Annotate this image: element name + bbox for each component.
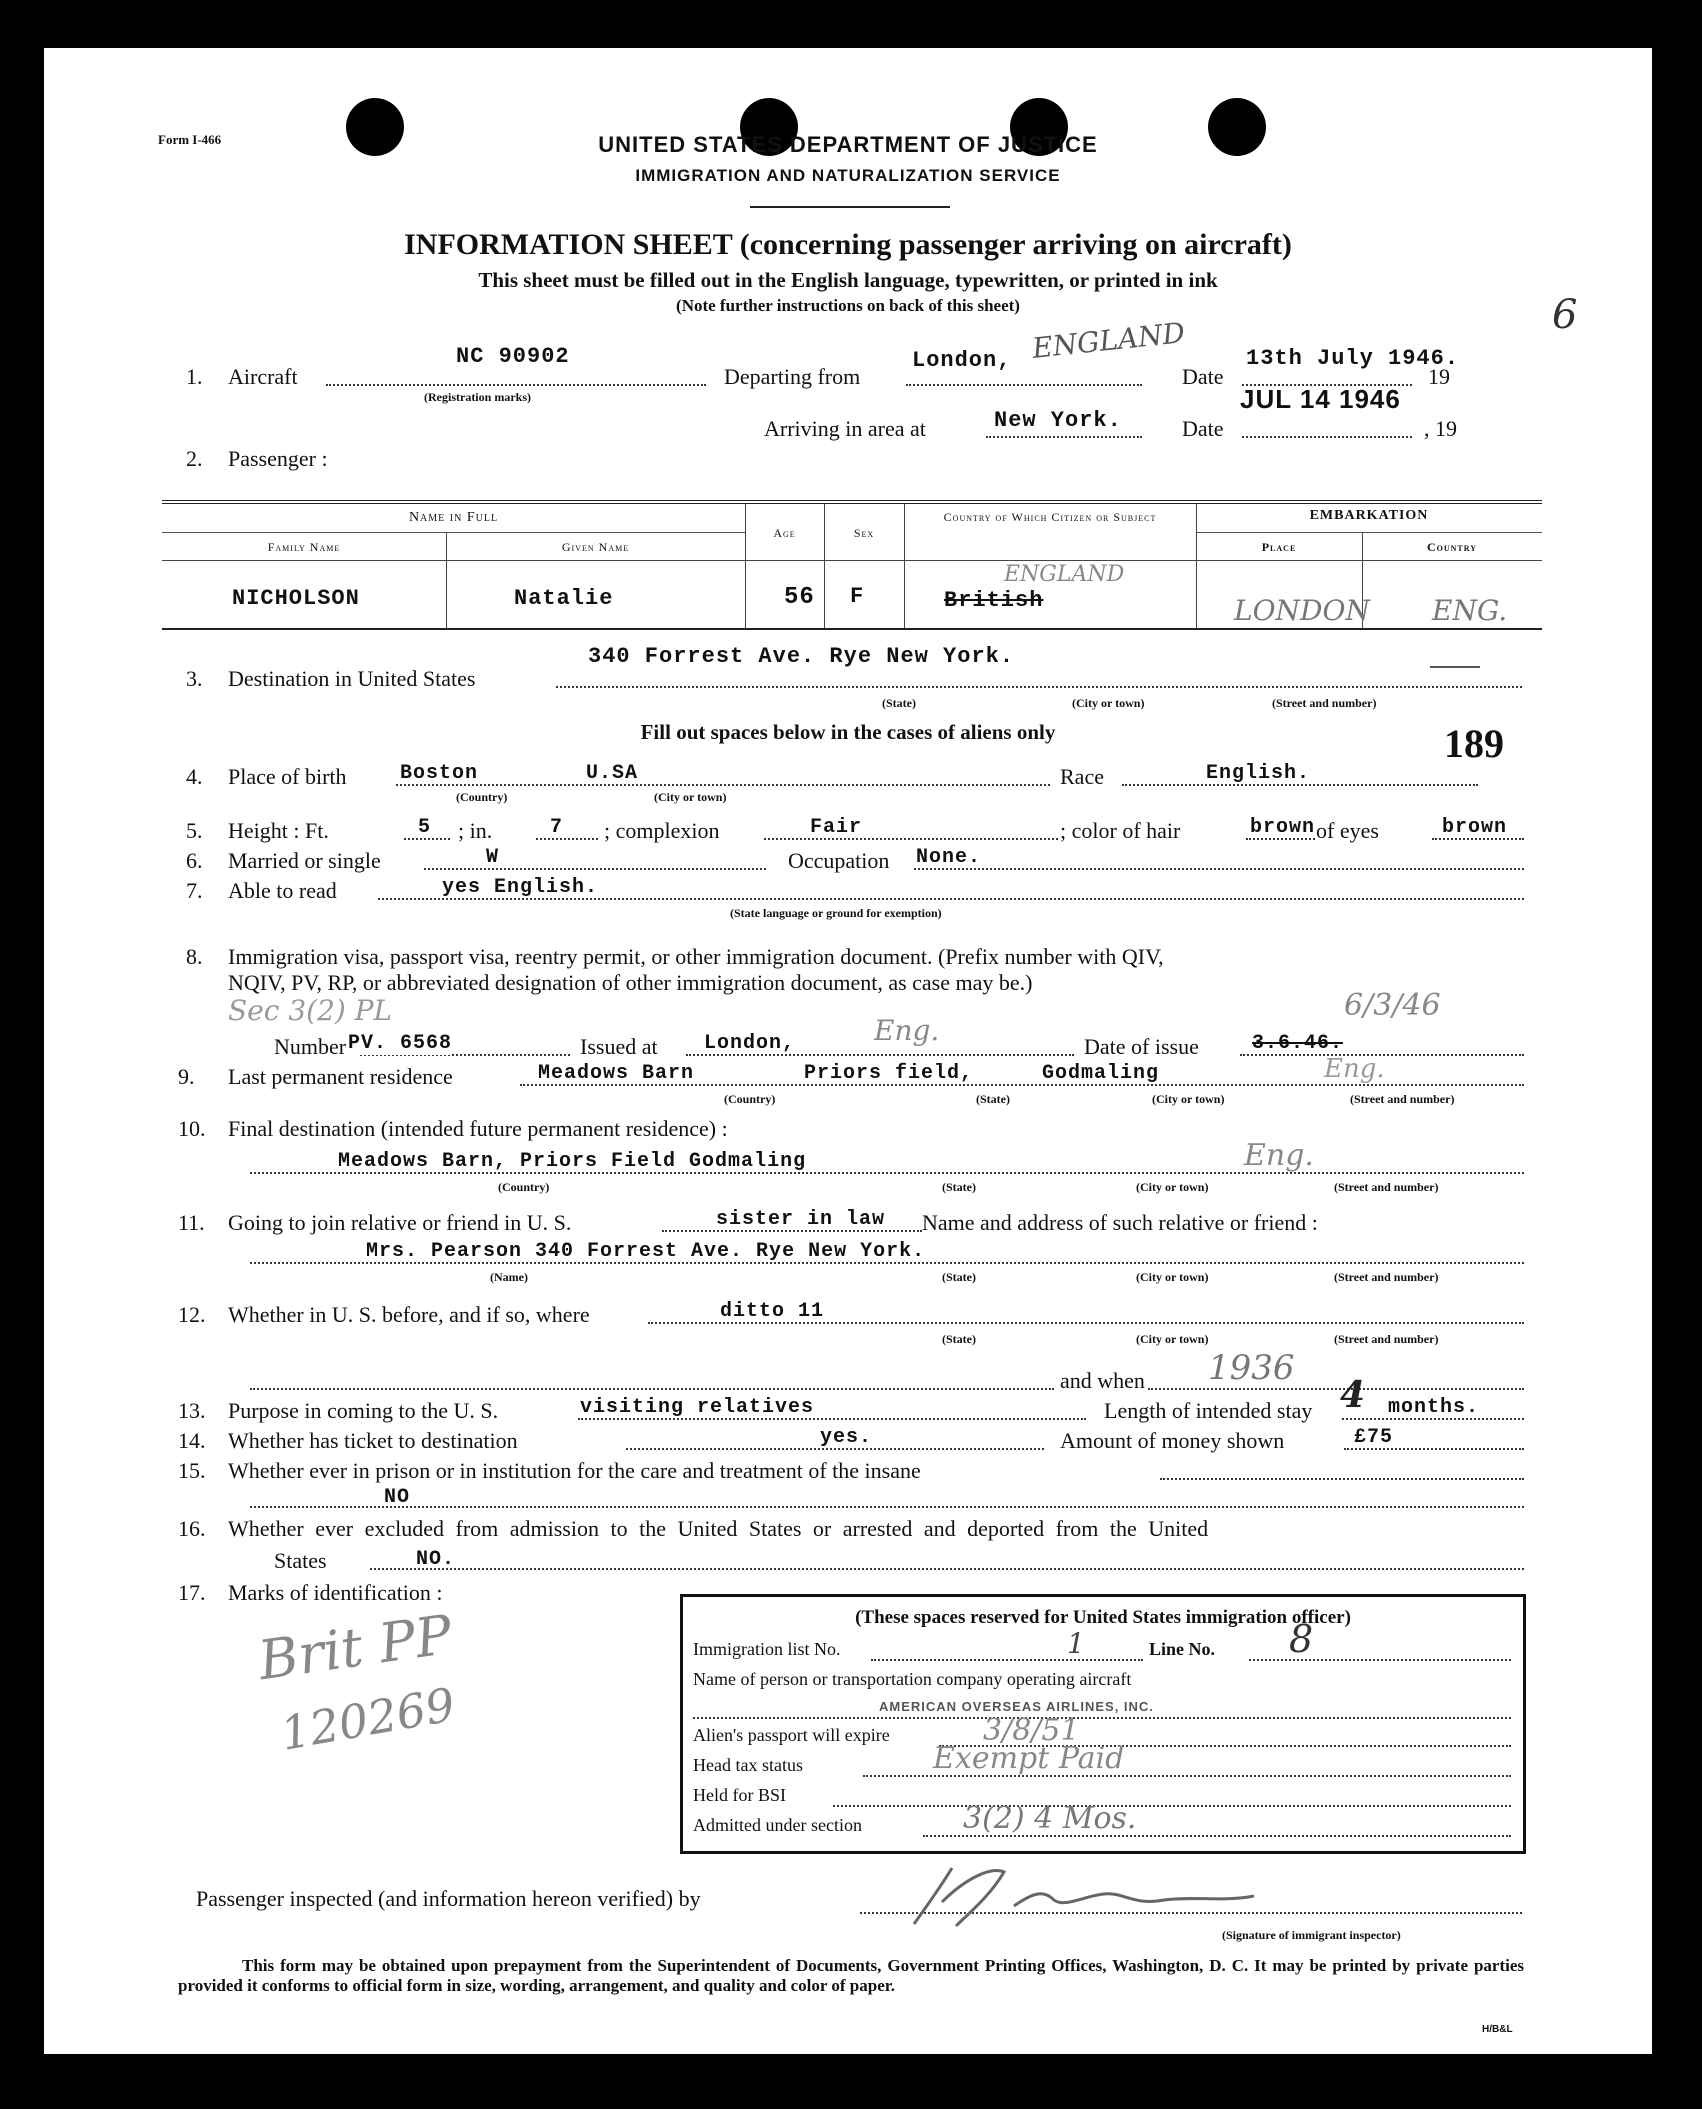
destination-value: 340 Forrest Ave. Rye New York.	[588, 644, 1015, 669]
read-label: Able to read	[228, 878, 337, 903]
q2-number: 2.	[186, 446, 203, 471]
prison-value: NO	[384, 1486, 411, 1509]
date2-suffix: , 19	[1424, 416, 1457, 441]
aircraft-value: NC 90902	[456, 344, 570, 369]
list-handwritten: 1	[1067, 1627, 1085, 1660]
citizen-value: British	[944, 588, 1044, 613]
excluded-label-2: States	[274, 1548, 327, 1573]
line-handwritten: 8	[1289, 1617, 1314, 1661]
departing-handwritten: ENGLAND	[1030, 316, 1187, 365]
family-name-header: Family Name	[267, 540, 341, 554]
eyes-value: brown	[1442, 816, 1508, 839]
stay-value: months.	[1388, 1396, 1480, 1419]
citizen-handwritten: ENGLAND	[1004, 562, 1125, 587]
height-label: Height : Ft.	[228, 818, 329, 843]
departing-label: Departing from	[724, 364, 861, 389]
operator-label: Name of person or transportation company operating aircraft	[693, 1669, 1132, 1689]
purpose-label: Purpose in coming to the U. S.	[228, 1398, 499, 1423]
inspector-signature	[894, 1856, 1334, 1936]
height-in: 7	[550, 816, 564, 839]
given-name-header: Given Name	[561, 540, 630, 554]
final-destination-value: Meadows Barn, Priors Field Godmaling	[338, 1150, 807, 1173]
age-value: 56	[784, 584, 815, 611]
service-title: IMMIGRATION AND NATURALIZATION SERVICE	[635, 166, 1061, 185]
footer-code: H/B&L	[1482, 2024, 1513, 2035]
number-value: PV. 6568	[348, 1032, 453, 1055]
form-page: Form I-466 6 UNITED STATES DEPARTMENT OF JUSTICE IMMIGRATION AND NATURALIZATION SERVICE INFORMATION SHEET (concerning passenger arriving on aircraft) This sheet must be filled out in the English language, typewritten, or printed in ink (Note further instructions on back of this sheet) 1. Aircraft NC 90902 (Registration marks) Departing from London, ENGLAND Date 13th July 1946. 19 Arriving in area at New York. Date JUL 14 1946 , 19 2. Passenger : Name in Full Family Name Given Name Age Sex Country of Which Citizen or Subject EMBARKATION Place Country NICHOLSON Natalie 56 F British ENGLAND LONDON ENG. 3. Destination in United States 340 Forrest Ave. Rye New York. (State) (City or town) (Street and number) Fill out spaces below in the cases of aliens only 189 4. Place of birth Boston U.SA (Country) (City or town) Race English. 5. Height : Ft. 5 ; in. 7 ; complexion Fair ; color of hair brown of eyes brown 6. Married or single W Occupation None. 7. Able to read yes English. (State language or ground for exemption) 8. Immigration visa, passport visa, reentry permit, or other immigration document. (Prefix number with QIV, NQIV, PV, RP, or abbreviated designation of other immigration document, as case may be.) Sec 3(2) PL Number PV. 6568 Issued at London, Eng. Date of issue 3.6.46. 6/3/46 9. Last permanent residence Meadows Barn Priors field, Godmaling Eng. (Country) (State) (City or town) (Street and number) 10. Final destination (intended future permanent residence) : Meadows Barn, Priors Field Godmaling Eng. (Country) (State) (City or town) (Street and number) 11. Going to join relative or friend in U. S. sister in law Name and address of such relative or friend : Mrs. Pearson 340 Forrest Ave. Rye New York. (Name) (State) (City or town) (Street and number) 12. Whether in U. S. before, and if so, where ditto 11 (State) (City or town) (Street and number) and when 1936 13. Purpose in coming to the U. S. visiting relatives Length of intended stay 4 months. 14. Whether has ticket to destination yes. Amount of money shown £75 15. Whether ever in prison or in institution for the care and treatment of the insane NO 16. Whether ever excluded from admission to the United States or arrested and deported from the United States NO. 17. Marks of identification : Brit PP 120269 (These spaces reserved for United States immigration officer) Immigration list No. 1 Line No. 8 Name of person or transportation company operating aircraft AMERICAN OVERSEAS AIRLINES, INC. Alien's passport will expire 3/8/51 Head tax status Exempt Paid Held for BSI Admitted under section 3(2) 4 Mos. Passenger inspected (and information hereon verified) by (Signature of immigrant inspector) This form may be obtained upon prepayment from the Superintendent of Documents, Government Printing Offices, Washington, D. C. It may be printed by private parties provided it conforms to official form in size, wording, arrangement, and quality and color of paper. H/B&L	[44, 48, 1652, 2054]
embark-place-value: LONDON	[1234, 594, 1370, 627]
date-received-stamp: JUL 14 1946	[1240, 384, 1401, 414]
occupation-label: Occupation	[788, 848, 890, 873]
issued-label: Issued at	[580, 1034, 658, 1059]
residence-v3: Godmaling	[1042, 1062, 1160, 1085]
document-code-handwritten: Sec 3(2) PL	[228, 994, 393, 1027]
marks-label: Marks of identification :	[228, 1580, 443, 1605]
join-value: sister in law	[716, 1208, 886, 1231]
tax-handwritten: Exempt Paid	[933, 1741, 1125, 1776]
passenger-label: Passenger :	[228, 446, 328, 471]
passport-handwritten: 3/8/51	[983, 1713, 1080, 1748]
sex-header: Sex	[853, 526, 875, 540]
birthplace-label: Place of birth	[228, 764, 347, 789]
prison-label: Whether ever in prison or in institution for the care and treatment of the insane	[228, 1458, 921, 1483]
ticket-value: yes.	[820, 1426, 873, 1449]
join-label: Going to join relative or friend in U. S.	[228, 1210, 572, 1235]
join-name-value: Mrs. Pearson 340 Forrest Ave. Rye New York.	[366, 1240, 926, 1263]
aliens-only-header: Fill out spaces below in the cases of aliens only	[640, 720, 1056, 744]
money-label: Amount of money shown	[1060, 1428, 1285, 1453]
purpose-value: visiting relatives	[580, 1396, 815, 1419]
tax-label: Head tax status	[693, 1755, 803, 1775]
before-label: Whether in U. S. before, and if so, where	[228, 1302, 590, 1327]
date-suffix: 19	[1428, 364, 1450, 389]
date-issue-value: 3.6.46.	[1252, 1032, 1344, 1055]
race-value: English.	[1206, 762, 1311, 785]
country-header: Country	[1426, 540, 1478, 554]
officer-box-title: (These spaces reserved for United States immigration officer)	[855, 1607, 1351, 1628]
section-handwritten: 3(2) 4 Mos.	[963, 1801, 1137, 1836]
date-issue-handwritten: 6/3/46	[1344, 988, 1441, 1023]
when-label: and when	[1060, 1368, 1145, 1393]
age-header: Age	[773, 526, 796, 540]
embark-country-value: ENG.	[1432, 594, 1508, 627]
date-label: Date	[1182, 364, 1224, 389]
form-number: Form I-466	[158, 132, 222, 147]
birthplace-city: Boston	[400, 762, 479, 785]
before-value: ditto 11	[720, 1300, 825, 1323]
stay-handwritten: 4	[1340, 1374, 1366, 1416]
date-issue-label: Date of issue	[1084, 1034, 1199, 1059]
q3-number: 3.	[186, 666, 203, 691]
married-value: W	[486, 846, 500, 869]
height-ft: 5	[418, 816, 432, 839]
officer-box	[680, 1594, 1526, 1854]
hair-value: brown	[1250, 816, 1316, 839]
document-label: Immigration visa, passport visa, reentry permit, or other immigration document. (Prefix number with QIV,	[228, 944, 1164, 969]
marks-handwritten-2: 120269	[276, 1677, 459, 1761]
given-name-value: Natalie	[514, 586, 614, 611]
when-handwritten: 1936	[1208, 1348, 1295, 1388]
bsi-label: Held for BSI	[693, 1785, 786, 1805]
arriving-label: Arriving in area at	[764, 416, 926, 441]
date-value: 13th July 1946.	[1246, 346, 1460, 371]
residence-v1: Meadows Barn	[538, 1062, 695, 1085]
signature-caption: (Signature of immigrant inspector)	[1222, 1928, 1401, 1942]
married-label: Married or single	[228, 848, 381, 873]
document-subtitle: This sheet must be filled out in the English language, typewritten, or printed in ink	[478, 268, 1218, 292]
country-citizen-header: Country of Which Citizen or Subject	[943, 510, 1157, 524]
agency-title: UNITED STATES DEPARTMENT OF JUSTICE	[598, 132, 1098, 157]
operator-stamp: AMERICAN OVERSEAS AIRLINES, INC.	[879, 1699, 1154, 1714]
destination-label: Destination in United States	[228, 666, 476, 691]
residence-label: Last permanent residence	[228, 1064, 453, 1089]
join-name-label: Name and address of such relative or friend :	[922, 1210, 1318, 1235]
race-label: Race	[1060, 764, 1104, 789]
inspected-label: Passenger inspected (and information hereon verified) by	[196, 1886, 701, 1911]
sex-value: F	[850, 584, 865, 609]
excluded-value: NO.	[416, 1548, 456, 1571]
family-name-value: NICHOLSON	[232, 586, 360, 611]
final-destination-label: Final destination (intended future permanent residence) :	[228, 1116, 728, 1141]
issued-handwritten: Eng.	[874, 1014, 940, 1047]
residence-v2: Priors field,	[804, 1062, 974, 1085]
embarkation-header: EMBARKATION	[1309, 508, 1429, 523]
arriving-value: New York.	[994, 408, 1122, 433]
document-note: (Note further instructions on back of this sheet)	[676, 296, 1020, 315]
date2-label: Date	[1182, 416, 1224, 441]
section-label: Admitted under section	[693, 1815, 862, 1835]
departing-value: London,	[912, 348, 1012, 373]
place-header: Place	[1261, 540, 1297, 554]
aircraft-label: Aircraft	[228, 364, 298, 389]
issued-value: London,	[704, 1032, 796, 1055]
excluded-label: Whether ever excluded from admission to the United States or arrested and deported from the United	[228, 1516, 1209, 1541]
document-title: INFORMATION SHEET (concerning passenger arriving on aircraft)	[404, 228, 1292, 261]
stamp-number: 189	[1444, 721, 1504, 766]
ticket-label: Whether has ticket to destination	[228, 1428, 518, 1453]
aircraft-sub: (Registration marks)	[424, 390, 531, 404]
passport-label: Alien's passport will expire	[693, 1725, 890, 1745]
occupation-value: None.	[916, 846, 982, 869]
number-label: Number	[274, 1034, 347, 1059]
divider	[750, 206, 950, 208]
marks-handwritten-1: Brit PP	[254, 1602, 456, 1693]
read-value: yes English.	[442, 876, 599, 899]
stay-label: Length of intended stay	[1104, 1398, 1313, 1423]
footer-note: This form may be obtained upon prepayment from the Superintendent of Documents, Government Printing Offices, Washington, D. C. It may be printed by private parties provided it conforms to official form in size, wording, arrangement, and quality and color of paper.	[178, 1956, 1524, 1995]
birthplace-country: U.SA	[586, 762, 639, 785]
complexion-value: Fair	[810, 816, 863, 839]
final-destination-handwritten: Eng.	[1244, 1138, 1314, 1173]
q1-number: 1.	[186, 364, 203, 389]
document-label-2: NQIV, PV, RP, or abbreviated designation of other immigration document, as case may be.)	[228, 970, 1033, 995]
name-in-full-header: Name in Full	[408, 510, 499, 525]
residence-handwritten: Eng.	[1324, 1054, 1385, 1084]
page-mark: 6	[1552, 292, 1578, 338]
list-label: Immigration list No.	[693, 1639, 841, 1659]
line-label: Line No.	[1149, 1639, 1216, 1659]
money-value: £75	[1354, 1426, 1394, 1449]
